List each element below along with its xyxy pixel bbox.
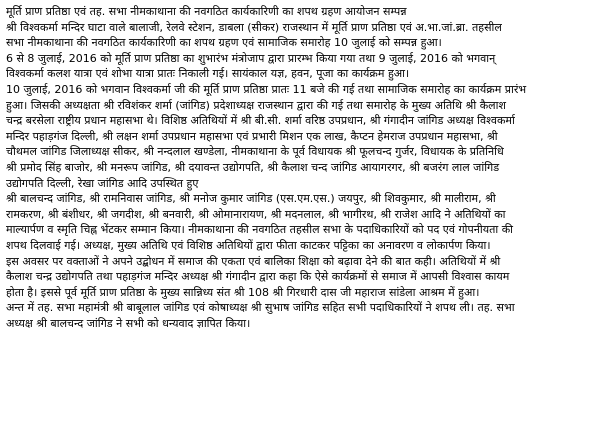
text-line: श्री विश्वकर्मा मन्दिर घाटा वाले बालाजी, रेलवे स्टेशन, डाबला (सीकर) राजस्थान में मूर्ति प्राण प्रतिष्ठा एवं अ.भा.जां.ब्रा. तहसील [6,20,502,34]
text-line: श्री प्रमोद सिंह बाजोर, श्री मनरूप जांगिड, श्री दयावन्त उद्योगपति, श्री कैलाश चन्द जांगिड आयागरगर, श्री बजरंग लाल जांगिड [6,160,500,174]
text-line: चौथमल जांगिड जिलाध्यक्ष सीकर, श्री नन्दलाल खण्डेला, नीमकाथाना के पूर्व विधायक श्री फूलचन्द गुर्जर, विधायक के प्रतिनिधि [6,145,504,159]
article-title: मूर्ति प्राण प्रतिष्ठा एवं तह. सभा नीमकाथाना की नवगठित कार्यकारिणी का शपथ ग्रहण आयोजन सम्पन्न [6,5,407,18]
text-line: अन्त में तह. सभा महामंत्री श्री बाबूलाल जांगिड एवं कोषाध्यक्ष श्री सुभाष जांगिड सहित सभी पदाधिकारियों ने शपथ ली। तह. सभा [6,301,515,315]
text-line: रामकरण, श्री बंशीधर, श्री जगदीश, श्री बनवारी, श्री ओमानारायण, श्री मदनलाल, श्री भागीरथ, श्री राजेश आदि ने अतिथियों का [6,207,506,221]
text-line: उद्योगपति दिल्ली, रेखा जांगिड आदि उपस्थित हुए [6,176,199,190]
text-line: माल्यार्पण व स्मृति चिह्न भेंटकर सम्मान किया। नीमकाथाना की नवगठित तहसील सभा के पदाधिकारियों को पद एवं गोपनीयता की [6,223,514,237]
text-line: विश्वकर्मा कलश यात्रा एवं शोभा यात्रा प्रातः निकाली गई। सायंकाल यज्ञ, हवन, पूजा का कार्यक्रम हुआ। [6,67,410,81]
text-line: 10 जुलाई, 2016 को भगवान विश्वकर्मा जी की मूर्ति प्राण प्रतिष्ठा प्रातः 11 बजे की गई तथा सामाजिक समारोह का कार्यक्रम प्रारंभ [6,82,527,96]
text-line: इस अवसर पर वक्ताओं ने अपने उद्बोधन में समाज की एकता एवं बालिका शिक्षा को बढ़ावा देने की बात कही। अतिथियों में श्री [6,254,501,268]
text-line: अध्यक्ष श्री बालचन्द जांगिड ने सभी को धन्यवाद ज्ञापित किया। [6,316,251,330]
text-line: हुआ। जिसकी अध्यक्षता श्री रविशंकर शर्मा (जांगिड) प्रदेशाध्यक्ष राजस्थान द्वारा की गई तथा समारोह के मुख्य अतिथि श्री कैलाश [6,98,506,112]
text-line: कैलाश चन्द्र उद्योगपति तथा पहाड़गंज मन्दिर अध्यक्ष श्री गंगादीन द्वारा कहा कि ऐसे कार्यक्रमों से समाज में आपसी विश्वास कायम [6,270,510,284]
text-line: मन्दिर पहाड़गंज दिल्ली, श्री लक्षन शर्मा उपप्रधान महासभा एवं प्रभारी मिशन एक लाख, कैप्टन हेमराज उपप्रधान महासभा, श्री [6,129,498,143]
paragraph-main [6,82,588,332]
text-line: श्री बालचन्द जांगिड, श्री रामनिवास जांगिड, श्री मनोज कुमार जांगिड (एस.एम.एस.) जयपुर, श्री शिवकुमार, श्री मालीराम, श्री [6,192,496,206]
paragraph-intro [6,20,588,51]
paragraph-schedule [6,51,588,82]
text-line: शपथ दिलवाई गई। अध्यक्ष, मुख्य अतिथि एवं विशिष्ठ अतिथियों द्वारा फीता काटकर पट्टिका का अनावरण व लोकार्पण किया। [6,238,491,252]
text-line: होता है। इससे पूर्व मूर्ति प्राण प्रतिष्ठा के मुख्य सान्निध्य संत श्री 108 श्री गिरधारी दास जी महाराज सांडेला आश्रम में हुआ। [6,285,480,299]
text-line: सभा नीमकाथाना की नवगठित कार्यकारिणी का शपथ ग्रहण एवं सामाजिक समारोह 10 जुलाई को सम्पन्न हुआ। [6,36,442,50]
text-line: चन्द्र बरसेला राष्ट्रीय प्रधान महासभा थे। विशिष्ठ अतिथियों में श्री बी.सी. शर्मा वरिष्ठ उपप्रधान, श्री गंगादीन जांगिड अध्यक्ष विश्वकर्मा [6,114,515,128]
text-line: 6 से 8 जुलाई, 2016 को मूर्ति प्राण प्रतिष्ठा का शुभारंभ मंत्रोजाप द्वारा प्रारम्भ किया गया तथा 9 जुलाई, 2016 को भगवान् [6,51,496,65]
